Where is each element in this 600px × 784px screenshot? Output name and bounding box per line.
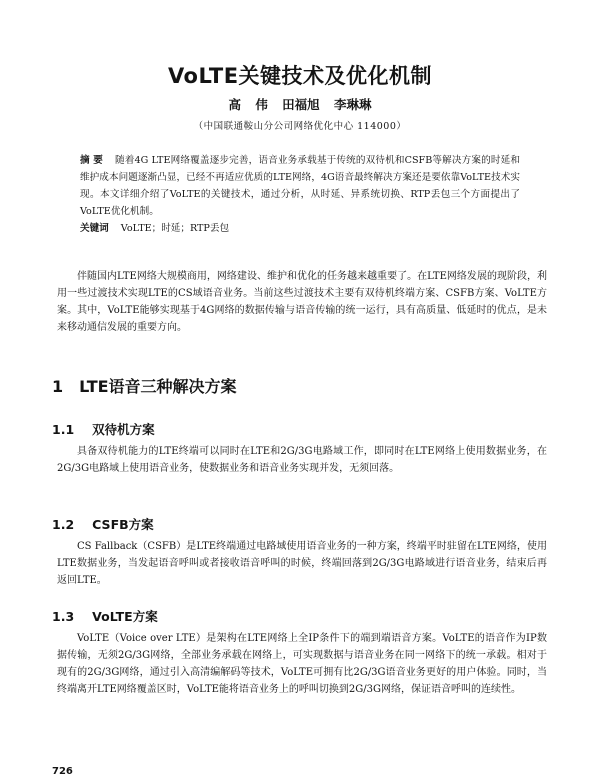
keywords-text: VoLTE；时延；RTP丢包 (120, 223, 230, 234)
subsection-title: VoLTE方案 (92, 609, 158, 624)
paper-title: VoLTE关键技术及优化机制 (167, 64, 433, 88)
subsection-title: CSFB方案 (92, 517, 154, 532)
subsection-heading-1-1 (52, 420, 155, 438)
keywords (80, 220, 520, 234)
abstract (80, 152, 520, 220)
section-heading-1 (52, 374, 237, 397)
affiliation: （中国联通鞍山分公司网络优化中心 114000） (193, 121, 407, 132)
author-list: 高 伟 田福旭 李琳琳 (228, 97, 372, 112)
subsection-heading-1-3 (52, 607, 158, 625)
subsection-heading-1-2 (52, 515, 154, 533)
paragraph-1-3: VoLTE（Voice over LTE）是架构在LTE网络上全IP条件下的端到端语音方案。VoLTE的语音作为IP数据传输，无须2G/3G网络，全部业务承载在网络上，可实现数据与语音业务在同一网络下的统一承载。相对于现有的2G/3G网络，通过引入高清编解码等技术，VoLTE可拥有比2G/3G语音业务更好的用户体验。同时，当终端离开LTE网络覆盖区时，VoLTE能将语音业务上的呼叫切换到2G/3G网络，保证语音呼叫的连续性。 (57, 633, 547, 695)
abstract-label: 摘 要 (80, 155, 103, 166)
paragraph-1-2: CS Fallback（CSFB）是LTE终端通过电路域使用语音业务的一种方案，终端平时驻留在LTE网络，使用LTE数据业务，当发起语音呼叫或者接收语音呼叫的时候，终端回落到2G/3G电路域进行语音业务，结束后再返回LTE。 (57, 541, 547, 586)
abstract-text: 随着4G LTE网络覆盖逐步完善，语音业务承载基于传统的双待机和CSFB等解决方案的时延和维护成本问题逐渐凸显，已经不再适应优质的LTE网络，4G语音最终解决方案还是要依靠VoLTE技术实现。本文详细介绍了VoLTE的关键技术，通过分析，从时延、异系统切换、RTP丢包三个方面提出了VoLTE优化机制。 (80, 155, 520, 217)
subsection-number: 1.3 (52, 609, 75, 624)
paragraph-1-1: 具备双待机能力的LTE终端可以同时在LTE和2G/3G电路域工作，即同时在LTE网络上使用数据业务，在2G/3G电路域上使用语音业务，使数据业务和语音业务实现并发，无须回落。 (57, 446, 547, 474)
keywords-label: 关键词 (80, 223, 109, 234)
section-title: LTE语音三种解决方案 (79, 377, 237, 396)
subsection-number: 1.2 (52, 517, 75, 532)
intro-paragraph: 伴随国内LTE网络大规模商用，网络建设、维护和优化的任务越来越重要了。在LTE网络发展的现阶段，利用一些过渡技术实现LTE的CS域语音业务。当前这些过渡技术主要有双待机终端方案、CSFB方案、VoLTE方案。其中，VoLTE能够实现基于4G网络的数据传输与语音传输的统一运行，具有高质量、低延时的优点，是未来移动通信发展的重要方向。 (57, 271, 547, 333)
subsection-title: 双待机方案 (92, 422, 155, 437)
page-number: 726 (52, 766, 73, 777)
section-number: 1 (52, 377, 64, 396)
subsection-number: 1.1 (52, 422, 75, 437)
